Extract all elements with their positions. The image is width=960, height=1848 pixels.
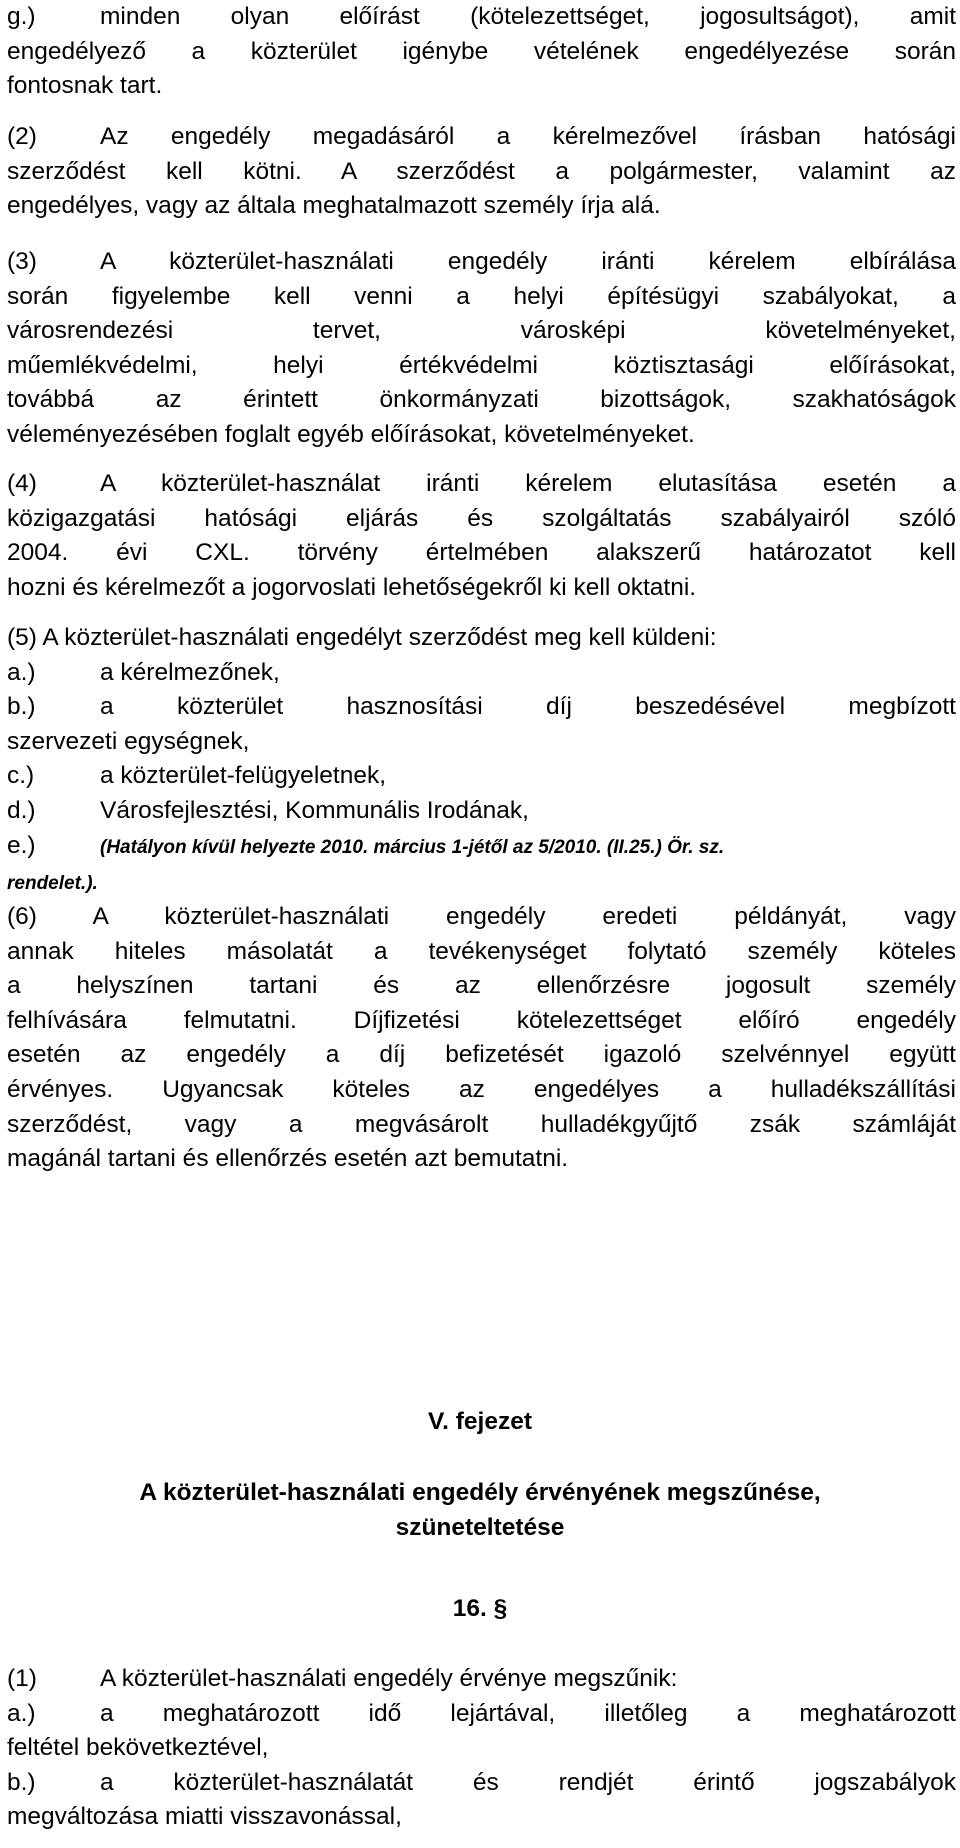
item-g-line-1: g.) minden olyan előírást (kötelezettséget, jogosultságot), amit bbox=[7, 0, 956, 35]
paragraph-4-line-2: közigazgatási hatósági eljárás és szolgáltatás szabályairól szóló bbox=[7, 504, 956, 532]
paragraph-5-item-a: a.) a kérelmezőnek, bbox=[7, 656, 956, 691]
paragraph-3-marker: (3) bbox=[7, 248, 37, 275]
paragraph-4-marker: (4) bbox=[7, 470, 37, 497]
paragraph-6-line-6: érvényes. Ugyancsak köteles az engedélyes a hulladékszállítási bbox=[7, 1075, 956, 1103]
section-16-b-marker: b.) bbox=[7, 1768, 36, 1796]
repeal-note: (Hatályon kívül helyezte 2010. március 1-jétől az 5/2010. (II.25.) Ör. sz. bbox=[100, 836, 725, 858]
paragraph-5-e-marker: e.) bbox=[7, 831, 36, 859]
paragraph-6-line-4: felhívására felmutatni. Díjfizetési kötelezettséget előíró engedély bbox=[7, 1006, 956, 1034]
paragraph-4-line-1: (4) A közterület-használat iránti kérelem elutasítása esetén a bbox=[7, 467, 956, 502]
section-16-item-b-cont: megváltozása miatti visszavonással, bbox=[7, 1803, 402, 1831]
paragraph-2 bbox=[7, 120, 956, 224]
paragraph-5-item-c: c.) a közterület-felügyeletnek, bbox=[7, 759, 956, 794]
paragraph-6 bbox=[7, 900, 956, 1177]
item-g-line-3: fontosnak tart. bbox=[7, 72, 163, 100]
paragraph-5-c-marker: c.) bbox=[7, 762, 35, 790]
paragraph-5-d-marker: d.) bbox=[7, 796, 36, 824]
paragraph-2-line-3: engedélyes, vagy az általa meghatalmazott személy írja alá. bbox=[7, 192, 661, 220]
paragraph-5-item-b-cont: szervezeti egységnek, bbox=[7, 727, 250, 755]
paragraph-3-line-1: (3) A közterület-használati engedély iránti kérelem elbírálása bbox=[7, 245, 956, 280]
paragraph-4-line-3: 2004. évi CXL. törvény értelmében alakszerű határozatot kell bbox=[7, 539, 956, 567]
paragraph-4 bbox=[7, 467, 956, 605]
paragraph-6-line-2: annak hiteles másolatát a tevékenységet folytató személy köteles bbox=[7, 937, 956, 965]
paragraph-6-line-7: szerződést, vagy a megvásárolt hulladékgyűjtő zsák számláját bbox=[7, 1110, 956, 1138]
paragraph-6-line-1: (6) A közterület-használati engedély eredeti példányát, vagy bbox=[7, 903, 956, 930]
paragraph-5-a-marker: a.) bbox=[7, 658, 36, 686]
paragraph-3-line-2: során figyelembe kell venni a helyi építésügyi szabályokat, a bbox=[7, 282, 956, 310]
section-16 bbox=[7, 1662, 956, 1835]
paragraph-3-line-5: továbbá az érintett önkormányzati bizottságok, szakhatóságok bbox=[7, 386, 956, 414]
paragraph-6-line-5: esetén az engedély a díj befizetését igazoló szelvénnyel együtt bbox=[7, 1041, 956, 1069]
paragraph-3-line-4: műemlékvédelmi, helyi értékvédelmi köztisztasági előírásokat, bbox=[7, 351, 956, 379]
paragraph-6-line-8: magánál tartani és ellenőrzés esetén azt bemutatni. bbox=[7, 1145, 569, 1173]
section-16-item-a-cont: feltétel bekövetkeztével, bbox=[7, 1734, 269, 1762]
paragraph-2-line-1: (2) Az engedély megadásáról a kérelmezővel írásban hatósági bbox=[7, 120, 956, 155]
paragraph-5-line-1: (5) A közterület-használati engedélyt szerződést meg kell küldeni: bbox=[7, 624, 717, 651]
repeal-note-cont: rendelet.). bbox=[7, 873, 98, 895]
item-g bbox=[7, 0, 956, 104]
paragraph-3-line-6: véleményezésében foglalt egyéb előírásokat, követelményeket. bbox=[7, 420, 695, 448]
paragraph-4-line-4: hozni és kérelmezőt a jogorvoslati lehetőségekről ki kell oktatni. bbox=[7, 573, 697, 601]
paragraph-5-b-marker: b.) bbox=[7, 693, 36, 721]
section-16-item-a: a.) a meghatározott idő lejártával, illetőleg a meghatározott bbox=[7, 1697, 956, 1732]
paragraph-2-line-2: szerződést kell kötni. A szerződést a polgármester, valamint az bbox=[7, 157, 956, 185]
section-16-a-marker: a.) bbox=[7, 1699, 36, 1727]
paragraph-5 bbox=[7, 621, 956, 902]
paragraph-5-item-e-cont bbox=[7, 865, 956, 902]
paragraph-3-line-3: városrendezési tervet, városképi követelményeket, bbox=[7, 317, 956, 345]
item-g-line-2: engedélyező a közterület igénybe vételének engedélyezése során bbox=[7, 37, 956, 65]
paragraph-5-item-b: b.) a közterület hasznosítási díj beszedésével megbízott bbox=[7, 690, 956, 725]
paragraph-3 bbox=[7, 245, 956, 453]
paragraph-6-line-3: a helyszínen tartani és az ellenőrzésre jogosult személy bbox=[7, 972, 956, 1000]
section-16-p1: (1) A közterület-használati engedély érvénye megszűnik: bbox=[7, 1662, 956, 1697]
chapter-number: V. fejezet bbox=[428, 1408, 532, 1435]
section-16-item-b: b.) a közterület-használatát és rendjét érintő jogszabályok bbox=[7, 1766, 956, 1801]
paragraph-5-item-e bbox=[7, 829, 956, 866]
chapter-title-line-2: szüneteltetése bbox=[395, 1514, 565, 1541]
paragraph-2-marker: (2) bbox=[7, 123, 37, 150]
item-g-marker: g.) bbox=[7, 3, 36, 30]
paragraph-5-item-d: d.) Városfejlesztési, Kommunális Irodának, bbox=[7, 794, 956, 829]
section-number: 16. § bbox=[452, 1595, 508, 1622]
chapter-title-line-1: A közterület-használati engedély érvényének megszűnése, bbox=[139, 1479, 821, 1506]
section-16-p1-marker: (1) bbox=[7, 1665, 37, 1692]
